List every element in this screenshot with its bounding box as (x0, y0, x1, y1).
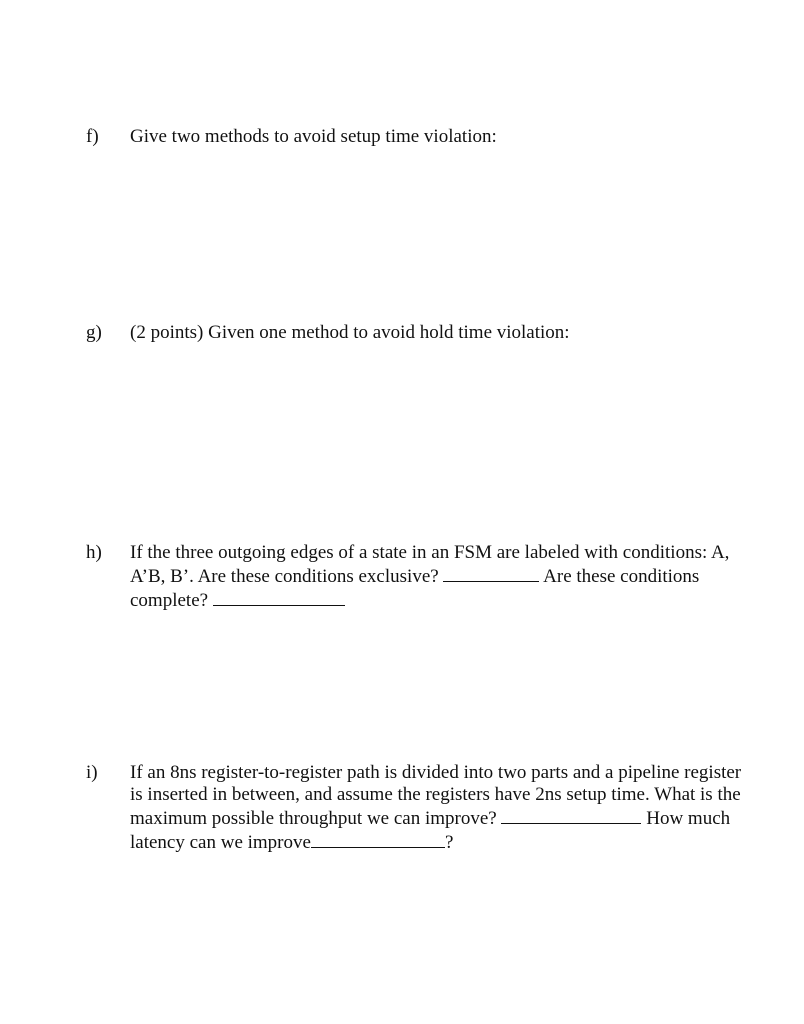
question-h (86, 542, 766, 612)
question-h-line-3 (130, 588, 766, 612)
question-i-label: i) (86, 762, 98, 783)
question-i-question-mark: ? (444, 832, 454, 853)
question-i-latency-prompt: latency can we improve (130, 832, 311, 853)
question-h-exclusive-prompt: A’B, B’. Are these conditions exclusive? (130, 566, 439, 587)
question-i-line-2: is inserted in between, and assume the registers have 2ns setup time. What is the (130, 784, 741, 805)
question-i-throughput-prompt: maximum possible throughput we can improve? (130, 808, 497, 829)
question-h-label: h) (86, 542, 102, 563)
question-h-line-2 (130, 564, 766, 588)
question-h-line-1: If the three outgoing edges of a state in an FSM are labeled with conditions: A, (130, 542, 730, 563)
question-i-line-4 (130, 830, 766, 854)
question-i-line-3 (130, 806, 766, 830)
question-h-complete-prompt: Are these conditions (543, 566, 700, 587)
latency-answer-blank[interactable] (311, 830, 445, 848)
question-h-complete-word: complete? (130, 590, 209, 611)
question-f-text: Give two methods to avoid setup time violation: (130, 126, 497, 147)
question-i-latency-lead: How much (646, 808, 731, 829)
question-g-label: g) (86, 322, 102, 343)
throughput-answer-blank[interactable] (501, 806, 641, 824)
question-i-line-1: If an 8ns register-to-register path is divided into two parts and a pipeline register (130, 762, 742, 783)
question-i (86, 762, 766, 854)
complete-answer-blank[interactable] (213, 588, 345, 606)
question-f (86, 126, 766, 148)
exclusive-answer-blank[interactable] (443, 564, 539, 582)
question-g-text: (2 points) Given one method to avoid hold time violation: (130, 322, 570, 343)
question-g (86, 322, 766, 344)
question-f-label: f) (86, 126, 99, 147)
